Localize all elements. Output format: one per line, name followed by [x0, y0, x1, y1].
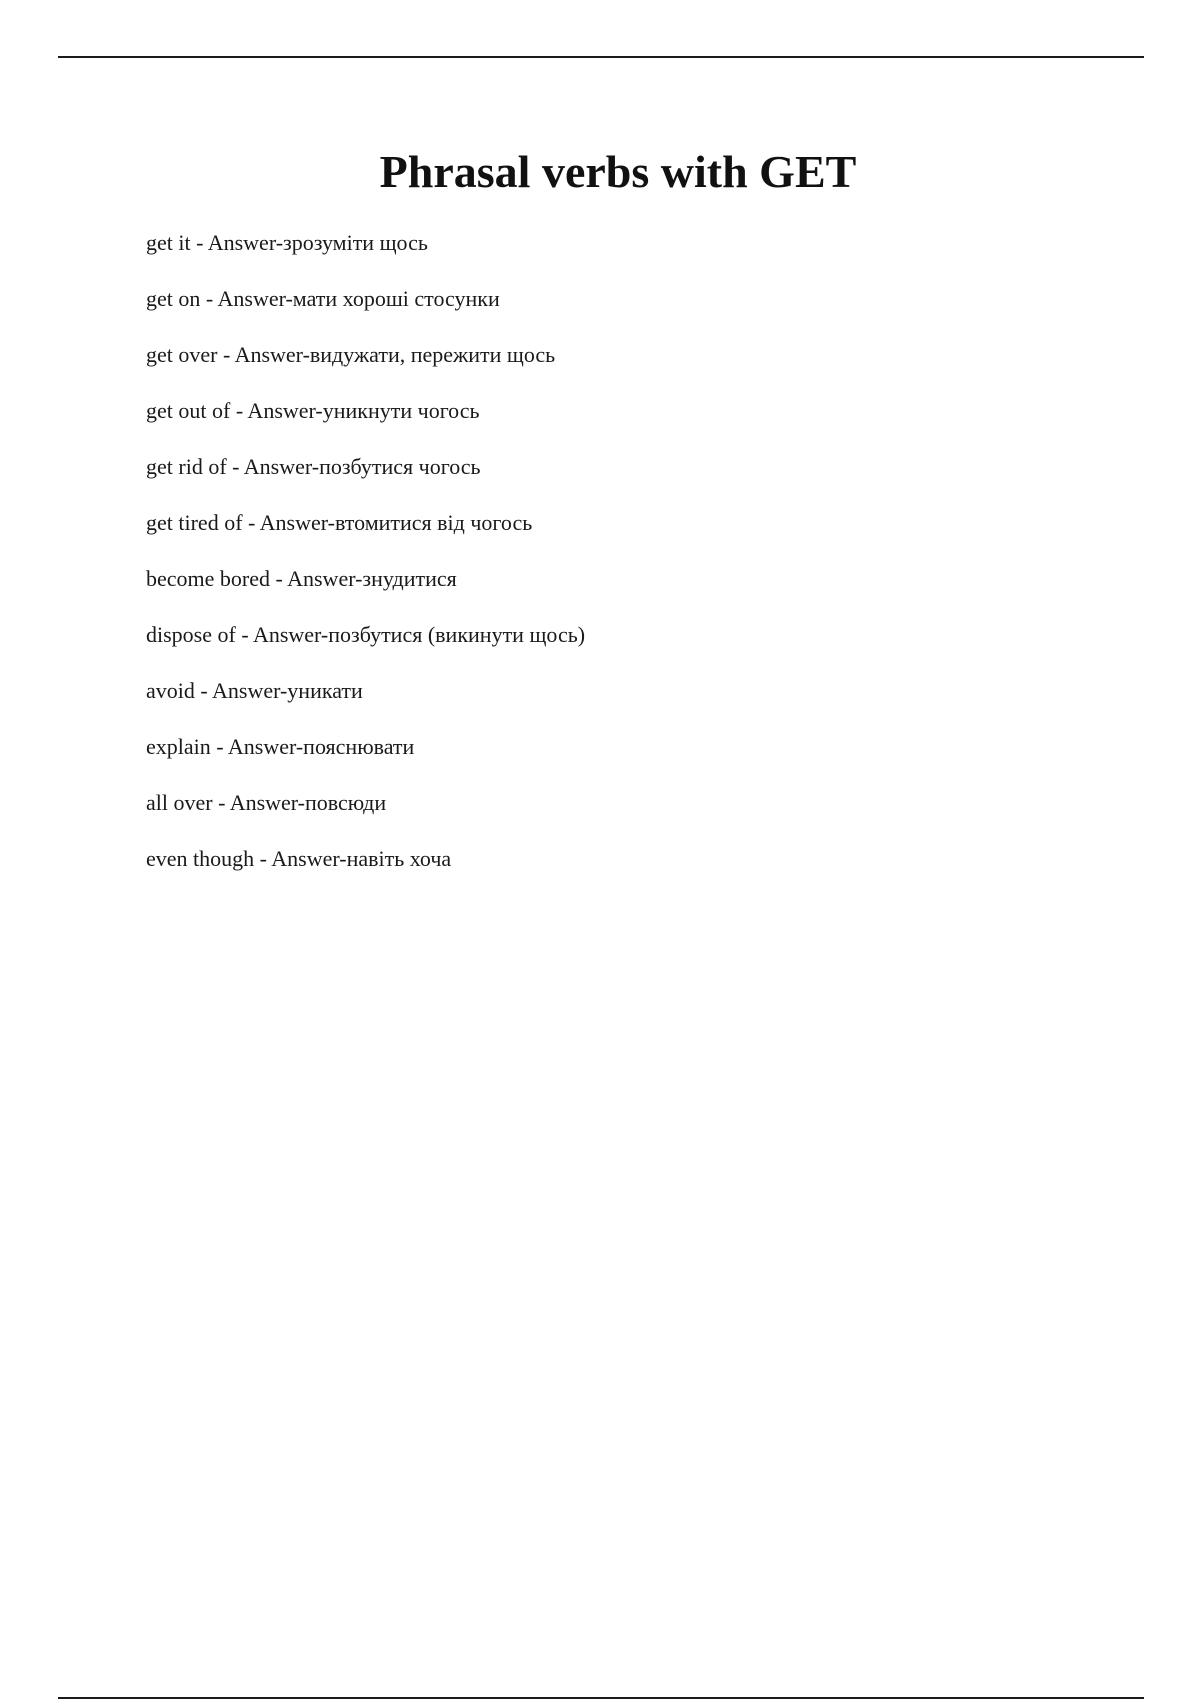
- list-item: avoid - Answer-уникати: [146, 678, 363, 703]
- list-item: get over - Answer-видужати, пережити щось: [146, 342, 556, 367]
- footer-rule: [58, 1697, 1144, 1699]
- list-item: get it - Answer-зрозуміти щось: [146, 230, 428, 255]
- vocabulary-list: [146, 228, 1146, 900]
- list-item: even though - Answer-навіть хоча: [146, 846, 452, 871]
- header-rule: [58, 56, 1144, 58]
- list-item: get rid of - Answer-позбутися чогось: [146, 454, 481, 479]
- list-item: get tired of - Answer-втомитися від чогось: [146, 510, 533, 535]
- list-item: dispose of - Answer-позбутися (викинути щось): [146, 622, 586, 647]
- page-title: Phrasal verbs with GET: [379, 146, 857, 197]
- list-item: get on - Answer-мати хороші стосунки: [146, 286, 500, 311]
- list-item: get out of - Answer-уникнути чогось: [146, 398, 480, 423]
- list-item: explain - Answer-пояснювати: [146, 734, 415, 759]
- list-item: all over - Answer-повсюди: [146, 790, 387, 815]
- list-item: become bored - Answer-знудитися: [146, 566, 457, 591]
